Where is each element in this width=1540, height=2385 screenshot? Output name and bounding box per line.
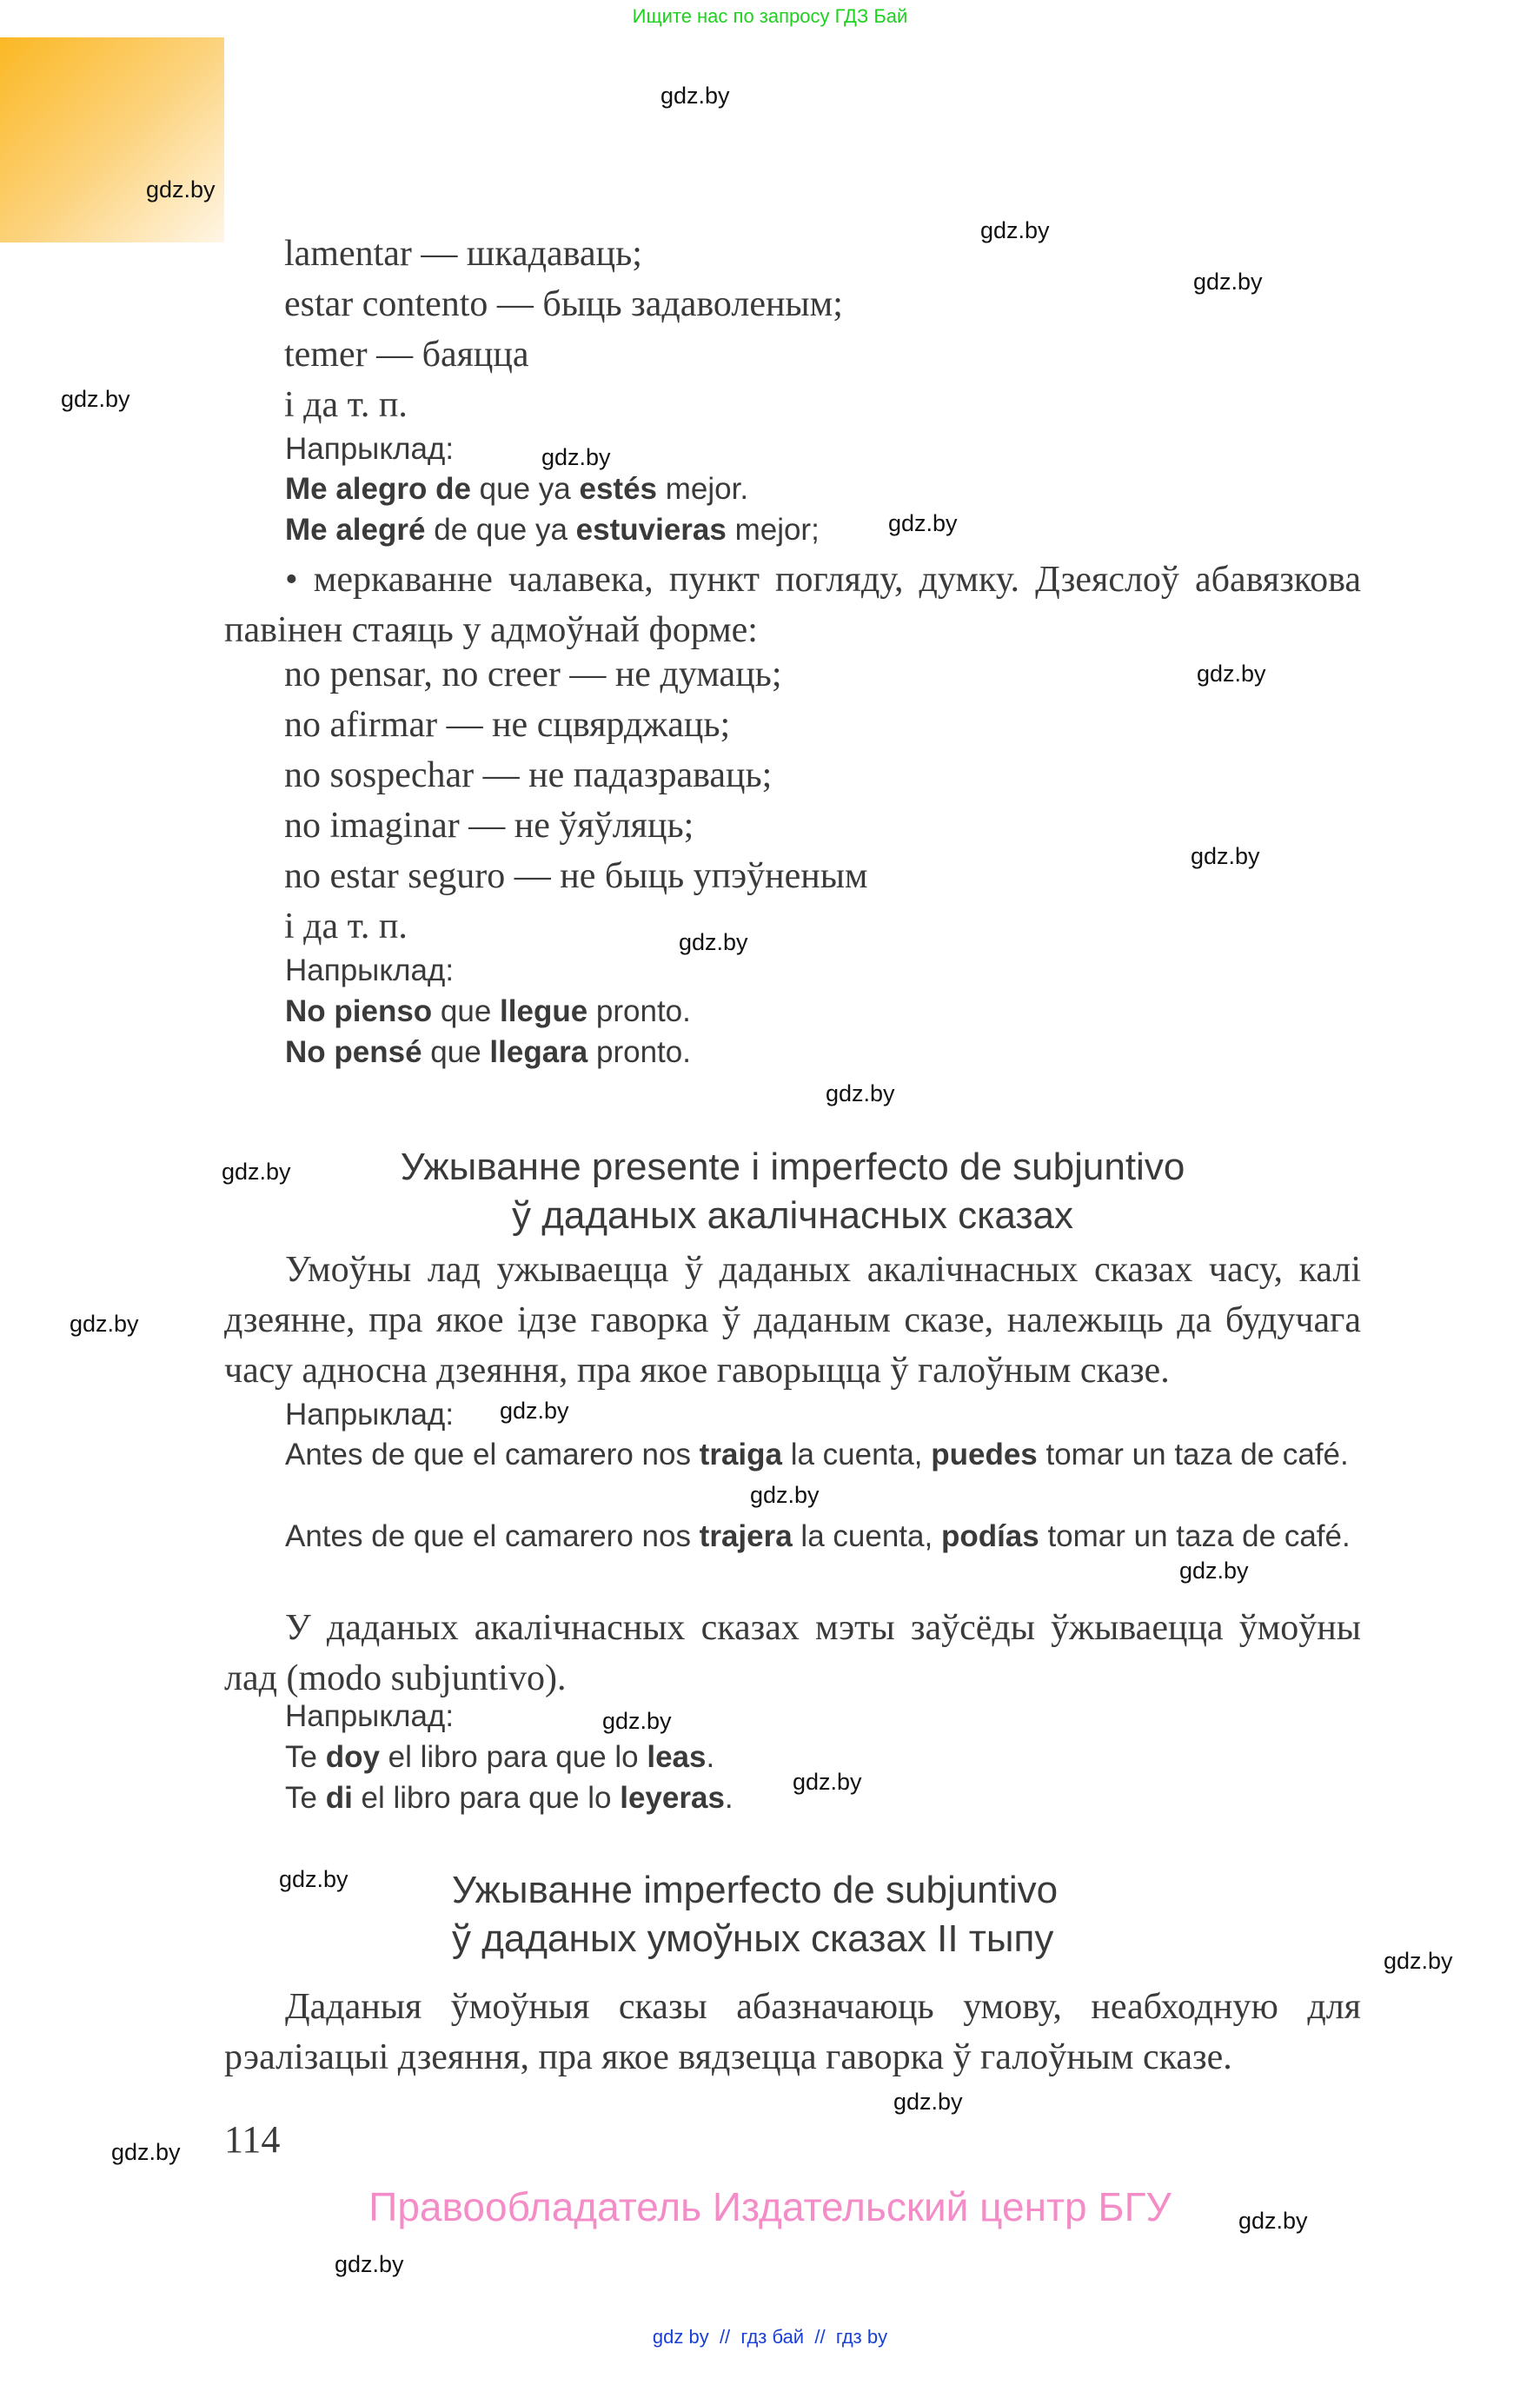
example-text: que ya — [470, 472, 580, 506]
section-heading — [224, 1869, 1361, 1961]
footer-separator: // — [719, 2326, 731, 2348]
watermark: gdz.by — [335, 2251, 404, 2277]
watermark: gdz.by — [500, 1398, 569, 1424]
paragraph — [224, 1982, 1361, 2083]
verb-highlight: trajera — [699, 1519, 793, 1553]
example-text: tomar un taza de café. — [1039, 1519, 1351, 1553]
watermark: gdz.by — [61, 386, 130, 412]
heading-line: ў даданых умоўных сказах ІІ тыпу — [452, 1917, 1054, 1960]
example-sentence — [285, 994, 691, 1029]
list-item: no estar seguro — не быць упэўненым — [284, 856, 868, 896]
watermark: gdz.by — [826, 1080, 895, 1106]
watermark: gdz.by — [1179, 1558, 1249, 1584]
example-text: la cuenta, — [781, 1438, 932, 1472]
example-label: Напрыклад: — [285, 1699, 455, 1733]
example-sentence — [224, 1434, 1361, 1475]
verb-highlight: llegue — [500, 994, 588, 1028]
example-text: que — [422, 1035, 490, 1069]
verb-highlight: No pienso — [285, 994, 433, 1028]
verb-highlight: podías — [940, 1519, 1039, 1553]
watermark: gdz.by — [1384, 1948, 1453, 1974]
list-item: no imaginar — не ўяўляць; — [284, 806, 694, 846]
watermark: gdz.by — [1193, 269, 1263, 295]
list-item: estar contento — быць задаволеным; — [284, 284, 843, 324]
example-text: el libro para que lo — [352, 1781, 621, 1815]
list-item: no sospechar — не падазраваць; — [284, 755, 773, 795]
example-sentence — [285, 1035, 691, 1070]
watermark: gdz.by — [793, 1769, 862, 1795]
copyright-notice: Правообладатель Издательский центр БГУ — [368, 2184, 1172, 2229]
verb-highlight: leyeras — [620, 1781, 725, 1815]
bullet-text: • меркаванне чалавека, пункт погляду, думку. Дзеяслоў абавязкова павінен стаяць у адмоўнай форме: — [224, 560, 1361, 650]
watermark: gdz.by — [111, 2139, 181, 2165]
watermark: gdz.by — [1191, 843, 1260, 869]
verb-highlight: traiga — [699, 1438, 782, 1472]
footer-link[interactable]: гдз by — [835, 2326, 888, 2348]
paragraph-text: Умоўны лад ужываецца ў даданых акалічнасных сказах часу, калі дзеянне, пра якое ідзе гаворка ў даданым сказе, належыць да будучага часу адносна дзеяння, пра якое гаворыцца ў галоўным сказе. — [224, 1250, 1361, 1391]
verb-highlight: puedes — [931, 1438, 1038, 1472]
example-label: Напрыклад: — [285, 1398, 455, 1432]
footer-link[interactable]: гдз бай — [740, 2326, 805, 2348]
verb-highlight: llegara — [489, 1035, 588, 1069]
watermark: gdz.by — [602, 1708, 672, 1734]
verb-highlight: Me alegré — [285, 513, 426, 547]
watermark: gdz.by — [279, 1866, 348, 1892]
example-text: la cuenta, — [792, 1519, 941, 1553]
heading-line: Ужыванне imperfecto de subjuntivo — [452, 1869, 1059, 1911]
top-banner: Ищите нас по запросу ГДЗ Бай — [632, 5, 908, 27]
list-item: no pensar, no creer — не думаць; — [284, 654, 782, 694]
example-text: mejor; — [726, 513, 820, 547]
example-text: Te — [285, 1740, 326, 1774]
example-text: Te — [285, 1781, 326, 1815]
verb-highlight: leas — [647, 1740, 707, 1774]
example-text: mejor. — [657, 472, 749, 506]
example-text: el libro para que lo — [379, 1740, 647, 1774]
watermark: gdz.by — [679, 929, 748, 955]
list-item: no afirmar — не сцвярджаць; — [284, 705, 731, 745]
example-text: pronto. — [587, 1035, 691, 1069]
list-item: і да т. п. — [284, 907, 408, 947]
bullet-paragraph — [224, 555, 1361, 655]
example-label: Напрыклад: — [285, 953, 455, 987]
example-sentence — [285, 1781, 733, 1816]
watermark: gdz.by — [893, 2089, 963, 2115]
footer-link[interactable]: gdz by — [652, 2326, 709, 2348]
example-sentence — [285, 472, 748, 507]
watermark: gdz.by — [541, 444, 611, 470]
example-text: de que ya — [425, 513, 576, 547]
footer-links — [0, 2326, 1540, 2348]
page-number: 114 — [224, 2118, 281, 2161]
verb-highlight: estés — [579, 472, 658, 506]
heading-line: ў даданых акалічнасных сказах — [512, 1194, 1073, 1237]
watermark: gdz.by — [660, 83, 730, 109]
watermark: gdz.by — [1197, 661, 1266, 687]
verb-highlight: Me alegro de — [285, 472, 471, 506]
list-item: temer — баяцца — [284, 335, 529, 375]
verb-highlight: No pensé — [285, 1035, 422, 1069]
example-text: pronto. — [587, 994, 691, 1028]
watermark: gdz.by — [222, 1159, 291, 1185]
verb-highlight: doy — [325, 1740, 380, 1774]
footer-separator: // — [814, 2326, 826, 2348]
example-text: que — [432, 994, 501, 1028]
example-sentence — [224, 1516, 1361, 1557]
heading-line: Ужыванне presente і imperfecto de subjuntivo — [400, 1146, 1185, 1188]
example-sentence — [285, 1740, 714, 1775]
example-text: Antes de que el camarero nos — [285, 1519, 700, 1553]
example-text: tomar un taza de café. — [1037, 1438, 1349, 1472]
watermark: gdz.by — [750, 1482, 820, 1508]
list-item: lamentar — шкадаваць; — [284, 234, 642, 274]
example-label: Напрыклад: — [285, 432, 455, 466]
paragraph-text: У даданых акалічнасных сказах мэты заўсёды ўжываецца ўмоўны лад (modo subjuntivo). — [224, 1608, 1361, 1698]
example-text: . — [706, 1740, 715, 1774]
watermark: gdz.by — [980, 217, 1050, 243]
watermark: gdz.by — [1238, 2208, 1308, 2234]
example-text: Antes de que el camarero nos — [285, 1438, 700, 1472]
list-item: і да т. п. — [284, 385, 408, 425]
paragraph — [224, 1603, 1361, 1704]
verb-highlight: di — [325, 1781, 353, 1815]
paragraph-text: Даданыя ўмоўныя сказы абазначаюць умову, неабходную для рэалізацыі дзеяння, пра якое вядзецца гаворка ў галоўным сказе. — [224, 1987, 1361, 2077]
verb-highlight: estuvieras — [575, 513, 727, 547]
watermark: gdz.by — [146, 176, 216, 203]
section-heading — [224, 1146, 1361, 1238]
paragraph — [224, 1245, 1361, 1396]
corner-decoration — [0, 37, 224, 242]
watermark: gdz.by — [70, 1311, 139, 1337]
watermark: gdz.by — [888, 510, 958, 536]
example-text: . — [724, 1781, 733, 1815]
example-sentence — [285, 513, 820, 548]
